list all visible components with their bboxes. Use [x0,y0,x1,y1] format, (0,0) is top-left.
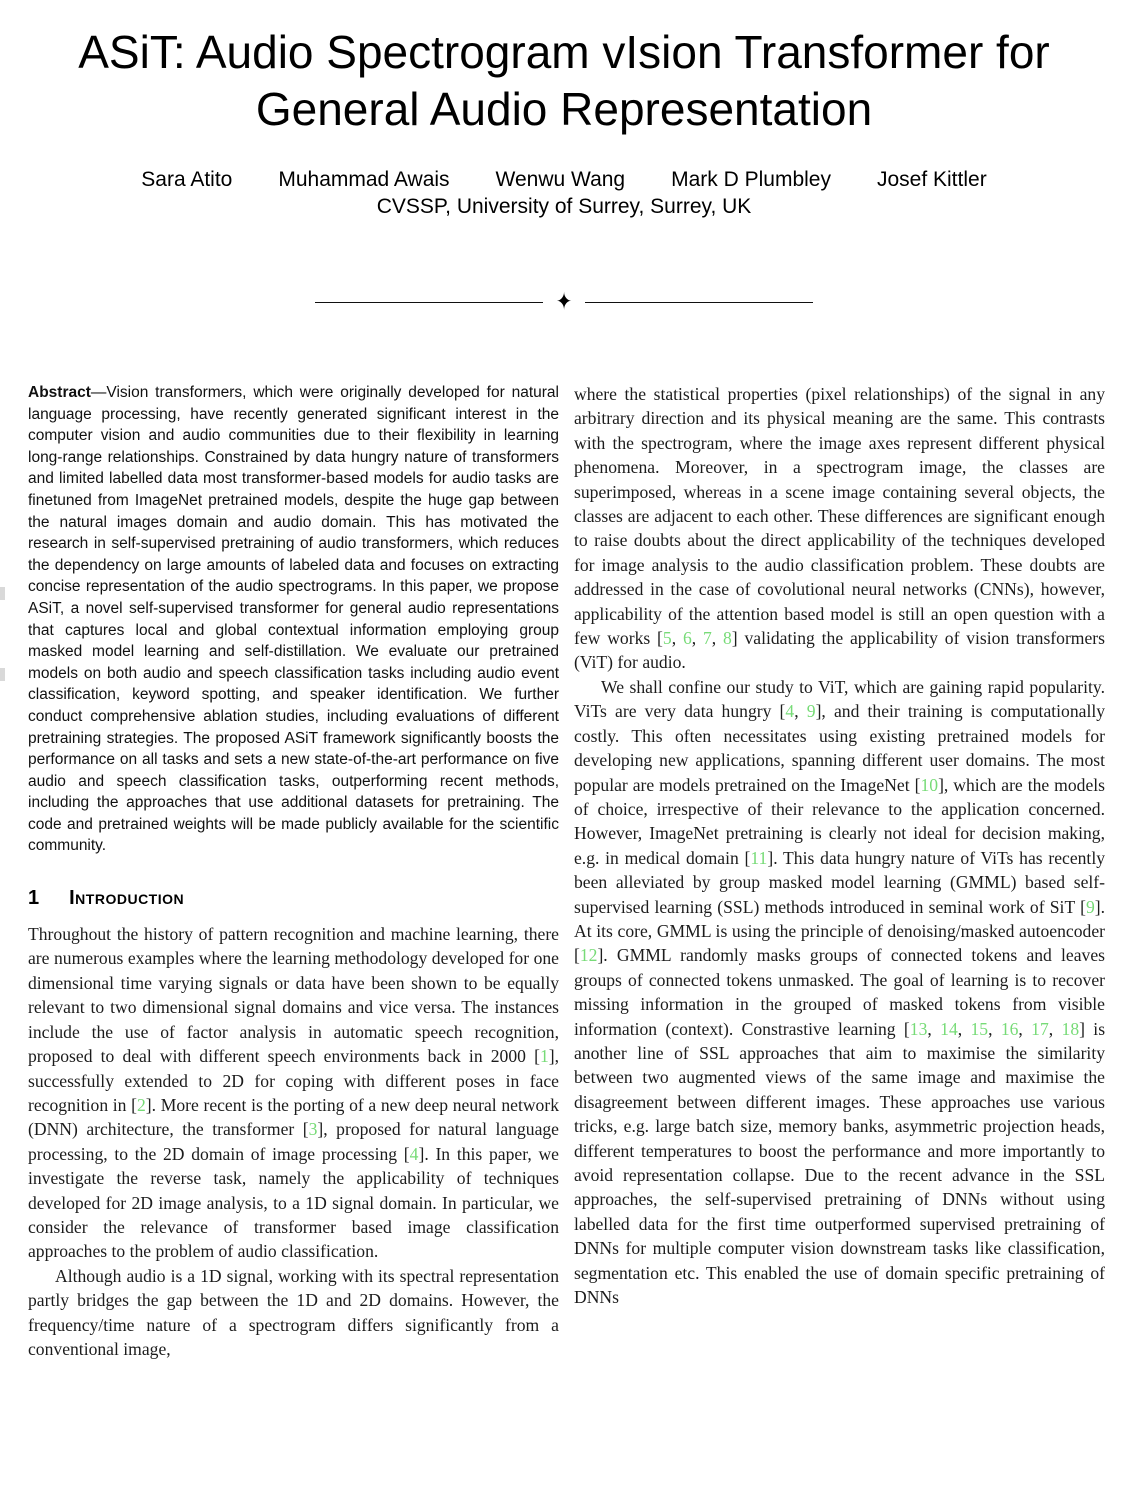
paragraph: where the statistical properties (pixel relationships) of the signal in any arbitrary direction and its physical meaning are the same. This contrasts with the spectrogram, where the image axes represent different physical phenomena. Moreover, in a spectrogram image, the classes are superimposed, whereas in a scene image containing several objects, the classes are adjacent to each other. These differences are significant enough to raise doubts about the direct applicability of the techniques developed for image analysis to the audio classification problem. These doubts are addressed in the case of covolutional neural networks (CNNs), however, applicability of the attention based model is still an open question with a few works [5, 6, 7, 8] validating the applicability of vision transformers (ViT) for audio. [574,384,1106,673]
two-column-body [0,382,1128,1361]
citation-ref[interactable]: 9 [806,701,816,722]
section-title: Introduction [69,887,185,910]
section-divider [0,289,1128,316]
citation-ref[interactable]: 13 [909,1018,928,1039]
citation-ref[interactable]: 5 [662,628,672,649]
author-name: Muhammad Awais [278,168,450,191]
title-block [0,0,1128,138]
paragraph: Throughout the history of pattern recognition and machine learning, there are numerous examples where the learning methodology developed for one dimensional time varying signals or data have been shown to be equally relevant to two dimensional signal domains and vice versa. The instances include the use of factor analysis in automatic speech recognition, proposed to deal with different speech environments back in 2000 [1], successfully extended to 2D for coping with different poses in face recognition in [2]. More recent is the porting of a new deep neural network (DNN) architecture, the transformer [3], proposed for natural language processing, to the 2D domain of image processing [4]. In this paper, we investigate the reverse task, namely the applicability of techniques developed for 2D image analysis, to a 1D signal domain. In particular, we consider the relevance of transformer based image classification approaches to the problem of audio classification. [28,924,559,1262]
paper-title-line-2: General Audio Representation [255,83,873,135]
citation-ref[interactable]: 4 [409,1143,419,1164]
author-name: Mark D Plumbley [671,168,831,191]
abstract-label: Abstract [28,384,91,401]
right-column [574,382,1105,1361]
section-heading-introduction [28,887,559,910]
author-name: Josef Kittler [876,168,987,191]
citation-ref[interactable]: 7 [702,628,712,649]
citation-ref[interactable]: 6 [682,628,692,649]
affiliation: CVSSP, University of Surrey, Surrey, UK [376,195,752,218]
citation-ref[interactable]: 16 [1000,1018,1019,1039]
author-name: Wenwu Wang [495,168,626,191]
paragraph: Although audio is a 1D signal, working with its spectral representation partly bridges the gap between the 1D and 2D domains. However, the frequency/time nature of a spectrogram differs significantly from a conventional image, [28,1265,559,1359]
citation-ref[interactable]: 8 [723,628,732,649]
citation-ref[interactable]: 10 [920,774,939,795]
author-list [0,167,1128,193]
citation-ref[interactable]: 2 [136,1094,146,1115]
diamond-icon: ✦ [556,289,572,316]
divider-rule-right [585,302,813,303]
abstract: Abstract—Vision transformers, which were originally developed for natural language processing, have recently generated significant interest in the computer vision and audio communities due to their flexibility in learning long-range relationships. Constrained by data hungry nature of transformers and limited labelled data most transformer-based models for audio tasks are finetuned from ImageNet pretrained models, despite the huge gap between the natural images domain and audio domain. This has motivated the research in self-supervised pretraining of audio transformers, which reduces the dependency on large amounts of labeled data and focuses on extracting concise representation of the audio spectrograms. In this paper, we propose ASiT, a novel self-supervised transformer for general audio representations that captures local and global contextual information employing group masked model learning and self-distillation. We evaluate our pretrained models on both audio and speech classification tasks including audio event classification, keyword spotting, and speaker identification. We further conduct comprehensive ablation studies, including evaluations of different pretraining strategies. The proposed ASiT framework significantly boosts the performance on all tasks and sets a new state-of-the-art performance on five audio and speech classification tasks, outperforming recent methods, including the approaches that use additional datasets for pretraining. The code and pretrained weights will be made publicly available for the scientific community. [28,384,559,855]
paragraph: We shall confine our study to ViT, which are gaining rapid popularity. ViTs are very data hungry [4, 9], and their training is computationally costly. This often necessitates using existing pretrained models for developing new applications, spanning different user domains. The most popular are models pretrained on the ImageNet [10], which are the models of choice, irrespective of their relevance to the application concerned. However, ImageNet pretraining is clearly not ideal for decision making, e.g. in medical domain [11]. This data hungry nature of ViTs has recently been alleviated by group masked model learning (GMML) based self-supervised learning (SSL) methods introduced in seminal work of SiT [9]. At its core, GMML is using the principle of denoising/masked autoencoder [12]. GMML randomly masks groups of connected tokens and leaves groups of connected tokens unmasked. The goal of learning is to recover missing information in the grouped of masked tokens from visible information (context). Constrastive learning [13, 14, 15, 16, 17, 18] is another line of SSL approaches that aim to maximise the similarity between two augmented views of the same image and maximise the disagreement between different images. These approaches use various tricks, e.g. large batch size, memory banks, asymmetric projection heads, different temperatures to boost the performance and more importantly to avoid representation collapse. Due to the recent advance in the SSL approaches, the self-supervised pretraining of DNNs without using labelled data for the first time outperformed supervised pretraining of DNNs for multiple computer vision downstream tasks like classification, segmentation etc. This enabled the use of domain specific pretraining of DNNs [574,676,1106,1308]
scan-artifact [0,587,5,600]
citation-ref[interactable]: 18 [1061,1018,1080,1039]
paper-title-line-1: ASiT: Audio Spectrogram vIsion Transformer for [78,26,1050,78]
author-name: Sara Atito [141,168,233,191]
scan-artifact [0,668,5,681]
citation-ref[interactable]: 12 [579,945,598,966]
left-column [28,382,559,1361]
citation-ref[interactable]: 15 [970,1018,989,1039]
citation-ref[interactable]: 14 [940,1018,958,1039]
citation-ref[interactable]: 9 [1085,896,1095,917]
citation-ref[interactable]: 3 [308,1119,318,1140]
citation-ref[interactable]: 11 [750,847,768,868]
citation-ref[interactable]: 17 [1031,1018,1049,1039]
section-number: 1 [28,887,40,910]
citation-ref[interactable]: 4 [785,701,795,722]
citation-ref[interactable]: 1 [539,1046,549,1067]
divider-rule-left [315,302,543,303]
